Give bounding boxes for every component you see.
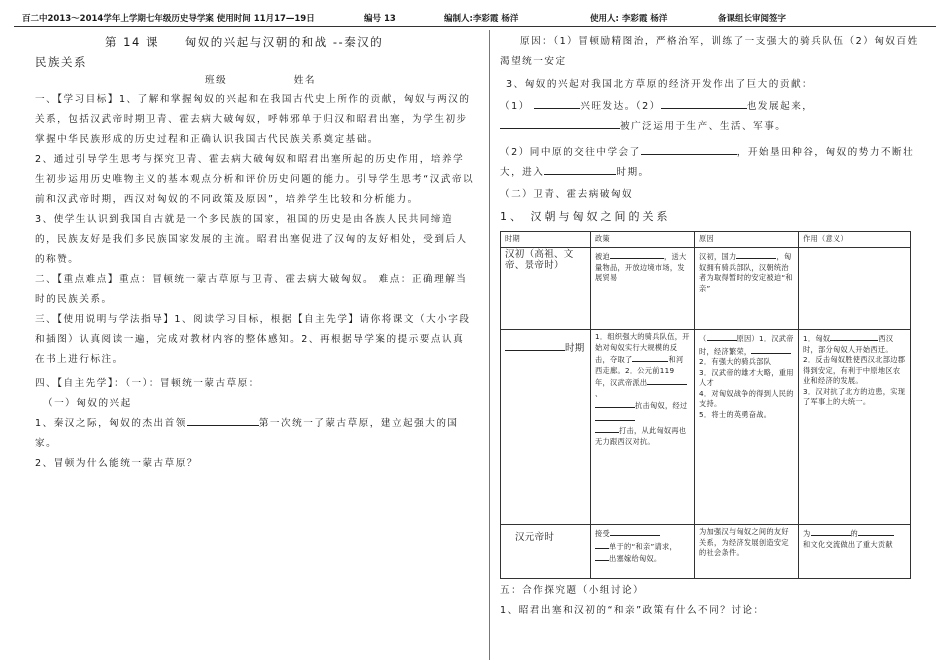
row1-policy-a: 被迫 [595, 252, 610, 261]
answer-blank-r1p[interactable] [610, 250, 664, 259]
row3-effect-c: 和文化交流做出了重大贡献 [803, 539, 893, 549]
row2-reason-3: 3．汉武帝的雄才大略，重用人才 [699, 367, 794, 387]
class-name-line [55, 72, 475, 90]
answer-blank-r1r[interactable] [736, 250, 776, 259]
row2-effect-1a: 1．匈奴 [803, 334, 831, 343]
answer-blank-r2p3[interactable] [595, 399, 635, 408]
right-column [500, 32, 920, 621]
row2-policy-3: 、 [595, 388, 603, 398]
table-row [501, 330, 911, 525]
row1-policy [591, 248, 695, 330]
row2-policy-5: 打击，从此匈奴再也无力跟西汉对抗。 [595, 426, 687, 446]
answer-blank-r3e1[interactable] [811, 527, 851, 536]
answer-blank-c3[interactable] [500, 117, 620, 129]
header-number: 编号 13 [364, 14, 396, 24]
answer-blank-r3p3[interactable] [595, 552, 609, 561]
contribution-1-c: 也发展起来， [746, 101, 814, 112]
lesson-number: 第 14 课 [105, 35, 159, 49]
contribution-line-2 [500, 117, 920, 137]
table-title: 1、 汉朝与匈奴之间的关系 [500, 210, 671, 223]
contribution-2-c: 时期。 [616, 167, 650, 178]
row2-policy-1: 1．组织强大的骑兵队伍，开始对匈奴实行大规模的反击，夺取了 [595, 332, 690, 364]
row3-period: 汉元帝时 [501, 525, 591, 579]
row2-policy-4: 抗击匈奴，经过 [635, 401, 688, 410]
question-1-text-b: 第一次统一了蒙古草原，建立起强大的国家。 [35, 418, 459, 449]
question-2: 2、冒顿为什么能统一蒙古草原？ [35, 458, 198, 469]
contribution-1-d: 被广泛运用于生产、生活、军事。 [620, 121, 787, 132]
row2-effect-1b: 西汉时，部分匈奴人开始西迁。 [803, 334, 894, 354]
row3-policy-c: 出塞嫁给匈奴。 [609, 554, 662, 563]
contribution-line-3 [500, 143, 920, 183]
answer-blank-r3p2[interactable] [595, 540, 609, 549]
section-5-heading: 五：合作探究题（小组讨论） [500, 585, 645, 596]
left-column [35, 32, 475, 474]
answer-blank-r2r2[interactable] [751, 345, 791, 354]
question-1 [35, 414, 475, 454]
learning-objective-1: 一、【学习目标】1、了解和掌握匈奴的兴起和在我国古代史上所作的贡献，匈奴与两汉的关系，包括汉武帝时期卫青、霍去病大破匈奴，呼韩邪单于归汉和昭君出塞，为学生初步掌握中华民族形成的历史过程和正确认识我国古代民族关系奠定基础。 [35, 94, 471, 145]
header-school-subject: 百二中2013～2014学年上学期七年级历史导学案 使用时间 11月17—19日 [22, 14, 315, 24]
row3-effect-a: 为 [803, 529, 811, 538]
header-rule [14, 26, 936, 27]
question-1-text-a: 1、秦汉之际，匈奴的杰出首领 [35, 418, 187, 429]
learning-objective-3: 3、使学生认识到我国自古就是一个多民族的国家，祖国的历史是由各族人民共同缔造的，民族友好是我们多民族国家发展的主流。昭君出塞促进了汉匈的友好相处，受到后人的称赞。 [35, 214, 468, 265]
row3-effect [799, 525, 911, 579]
answer-blank-c5[interactable] [544, 163, 616, 175]
row2-reason-2: 2．有强大的骑兵部队 [699, 357, 772, 366]
row3-reason: 为加强汉与匈奴之间的友好关系，为经济发展创造安定的社会条件。 [695, 525, 799, 579]
row2-effect-2: 2．反击匈奴胜使西汉北部边郡得到安定，有利于中原地区农业和经济的发展。 [803, 355, 906, 385]
answer-blank-c4[interactable] [641, 143, 737, 155]
han-xiongnu-relations-table [500, 231, 911, 579]
answer-blank-r2p4[interactable] [595, 412, 635, 421]
column-divider [489, 30, 490, 660]
lesson-title-cont: 民族关系 [35, 55, 87, 69]
row3-policy-b: 单于的“和亲”请求， [609, 541, 677, 551]
contribution-1-b: 兴旺发达。（2） [580, 101, 661, 112]
row2-reason-5: 5．将士的英勇奋战。 [699, 409, 772, 419]
table-row [501, 248, 911, 330]
lesson-title-main: 匈奴的兴起与汉朝的和战 --秦汉的 [184, 35, 384, 49]
row1-period: 汉初（高祖、文帝、景帝时） [501, 248, 591, 330]
name-label: 姓名 [293, 75, 316, 86]
answer-blank-r3e2[interactable] [858, 527, 894, 536]
row2-effect-3: 3．汉对抗了北方的边患，实现了军事上的大统一。 [803, 386, 906, 406]
row2-reason-4: 4．对匈奴战争的得到人民的支持。 [699, 388, 794, 408]
usage-instructions: 三、【使用说明与学法指导】1、阅读学习目标，根据【自主先学】请你将课文（大小字段和插图）认真阅读一遍，完成对教材内容的整体感知。2、再根据导学案的提示要点认真在书上进行标注。 [35, 314, 471, 365]
answer-blank-r2p2[interactable] [647, 376, 687, 385]
subsection-weiqing-huoqubing: （二）卫青、霍去病破匈奴 [500, 189, 634, 200]
row3-effect-b: 的 [850, 529, 858, 538]
learning-objective-2: 2、通过引导学生思考与探究卫青、霍去病大破匈奴和昭君出塞所起的历史作用，培养学生初步运用历史唯物主义的基本观点分析和评价历史问题的能力。引导学生思考“汉武帝以前和汉武帝时期，西汉对匈奴的不同政策及原因”，培养学生比较和分析能力。 [35, 154, 475, 205]
row2-reason-1b: 原因）1．汉武帝时，经济繁荣， [699, 334, 794, 356]
row2-period [501, 330, 591, 525]
answer-blank-leader[interactable] [187, 414, 259, 426]
row1-reason [695, 248, 799, 330]
contribution-2-a: （2）同中原的交往中学会了 [500, 147, 641, 158]
answer-blank-r2r1[interactable] [707, 332, 737, 341]
th-period: 时期 [501, 232, 591, 248]
header-review: 备课组长审阅签字 [718, 14, 787, 24]
subsection-rise-of-xiongnu: （一）匈奴的兴起 [43, 398, 132, 409]
row2-policy-2: 和河西走廊。2．公元前119 年，汉武帝派出 [595, 355, 684, 387]
answer-blank-c1[interactable] [534, 97, 580, 109]
question-5: 1、昭君出塞和汉初的“和亲”政策有什么不同？讨论： [500, 605, 765, 616]
contribution-line-1 [500, 97, 920, 117]
th-effect: 作用（意义） [799, 232, 911, 248]
contribution-1-a: （1） [500, 101, 530, 112]
table-row [501, 525, 911, 579]
row2-effect [799, 330, 911, 525]
row2-policy [591, 330, 695, 525]
row1-effect [799, 248, 911, 330]
row1-policy-b: ，送大量物品，开放边境市场，发展贸易 [595, 252, 687, 282]
question-3: 3、匈奴的兴起对我国北方草原的经济开发作出了巨大的贡献： [506, 79, 814, 90]
row2-reason-1a: （ [699, 334, 707, 343]
answer-blank-r2p1[interactable] [632, 353, 668, 362]
answer-blank-c2[interactable] [661, 97, 747, 109]
th-reason: 原因 [695, 232, 799, 248]
th-policy: 政策 [591, 232, 695, 248]
row1-reason-b: ，匈奴拥有骑兵部队，汉朝统治者为取得暂时的安定被迫“和亲” [699, 252, 793, 293]
header-users: 使用人: 李彩霞 杨洋 [590, 14, 668, 24]
row2-period-suffix: 时期 [565, 343, 585, 354]
answer-blank-r2-period[interactable] [505, 340, 565, 351]
row3-policy [591, 525, 695, 579]
table-header-row [501, 232, 911, 248]
row3-policy-a: 接受 [595, 529, 610, 538]
unification-reason: 原因：（1）冒顿励精图治，严格治军，训练了一支强大的骑兵队伍（2）匈奴百姓渴望统一安定 [500, 36, 919, 67]
row2-reason [695, 330, 799, 525]
lesson-title [55, 32, 475, 52]
answer-blank-r2p5[interactable] [595, 424, 619, 433]
contribution-2-b: ，开始垦田种谷，匈奴的势力不断壮大，进入 [500, 147, 915, 178]
header-editors: 编制人:李彩霞 杨洋 [444, 14, 519, 24]
row1-reason-a: 汉初，国力 [699, 252, 737, 261]
answer-blank-r3p1[interactable] [610, 527, 660, 536]
answer-blank-r2e1[interactable] [830, 332, 878, 341]
key-difficult-points: 二、【重点难点】重点：冒顿统一蒙古草原与卫青、霍去病大破匈奴。 难点：正确理解当时的民族关系。 [35, 274, 468, 305]
self-study-heading: 四、【自主先学】：（一）：冒顿统一蒙古草原： [35, 378, 260, 389]
class-label: 班级 [205, 75, 228, 86]
